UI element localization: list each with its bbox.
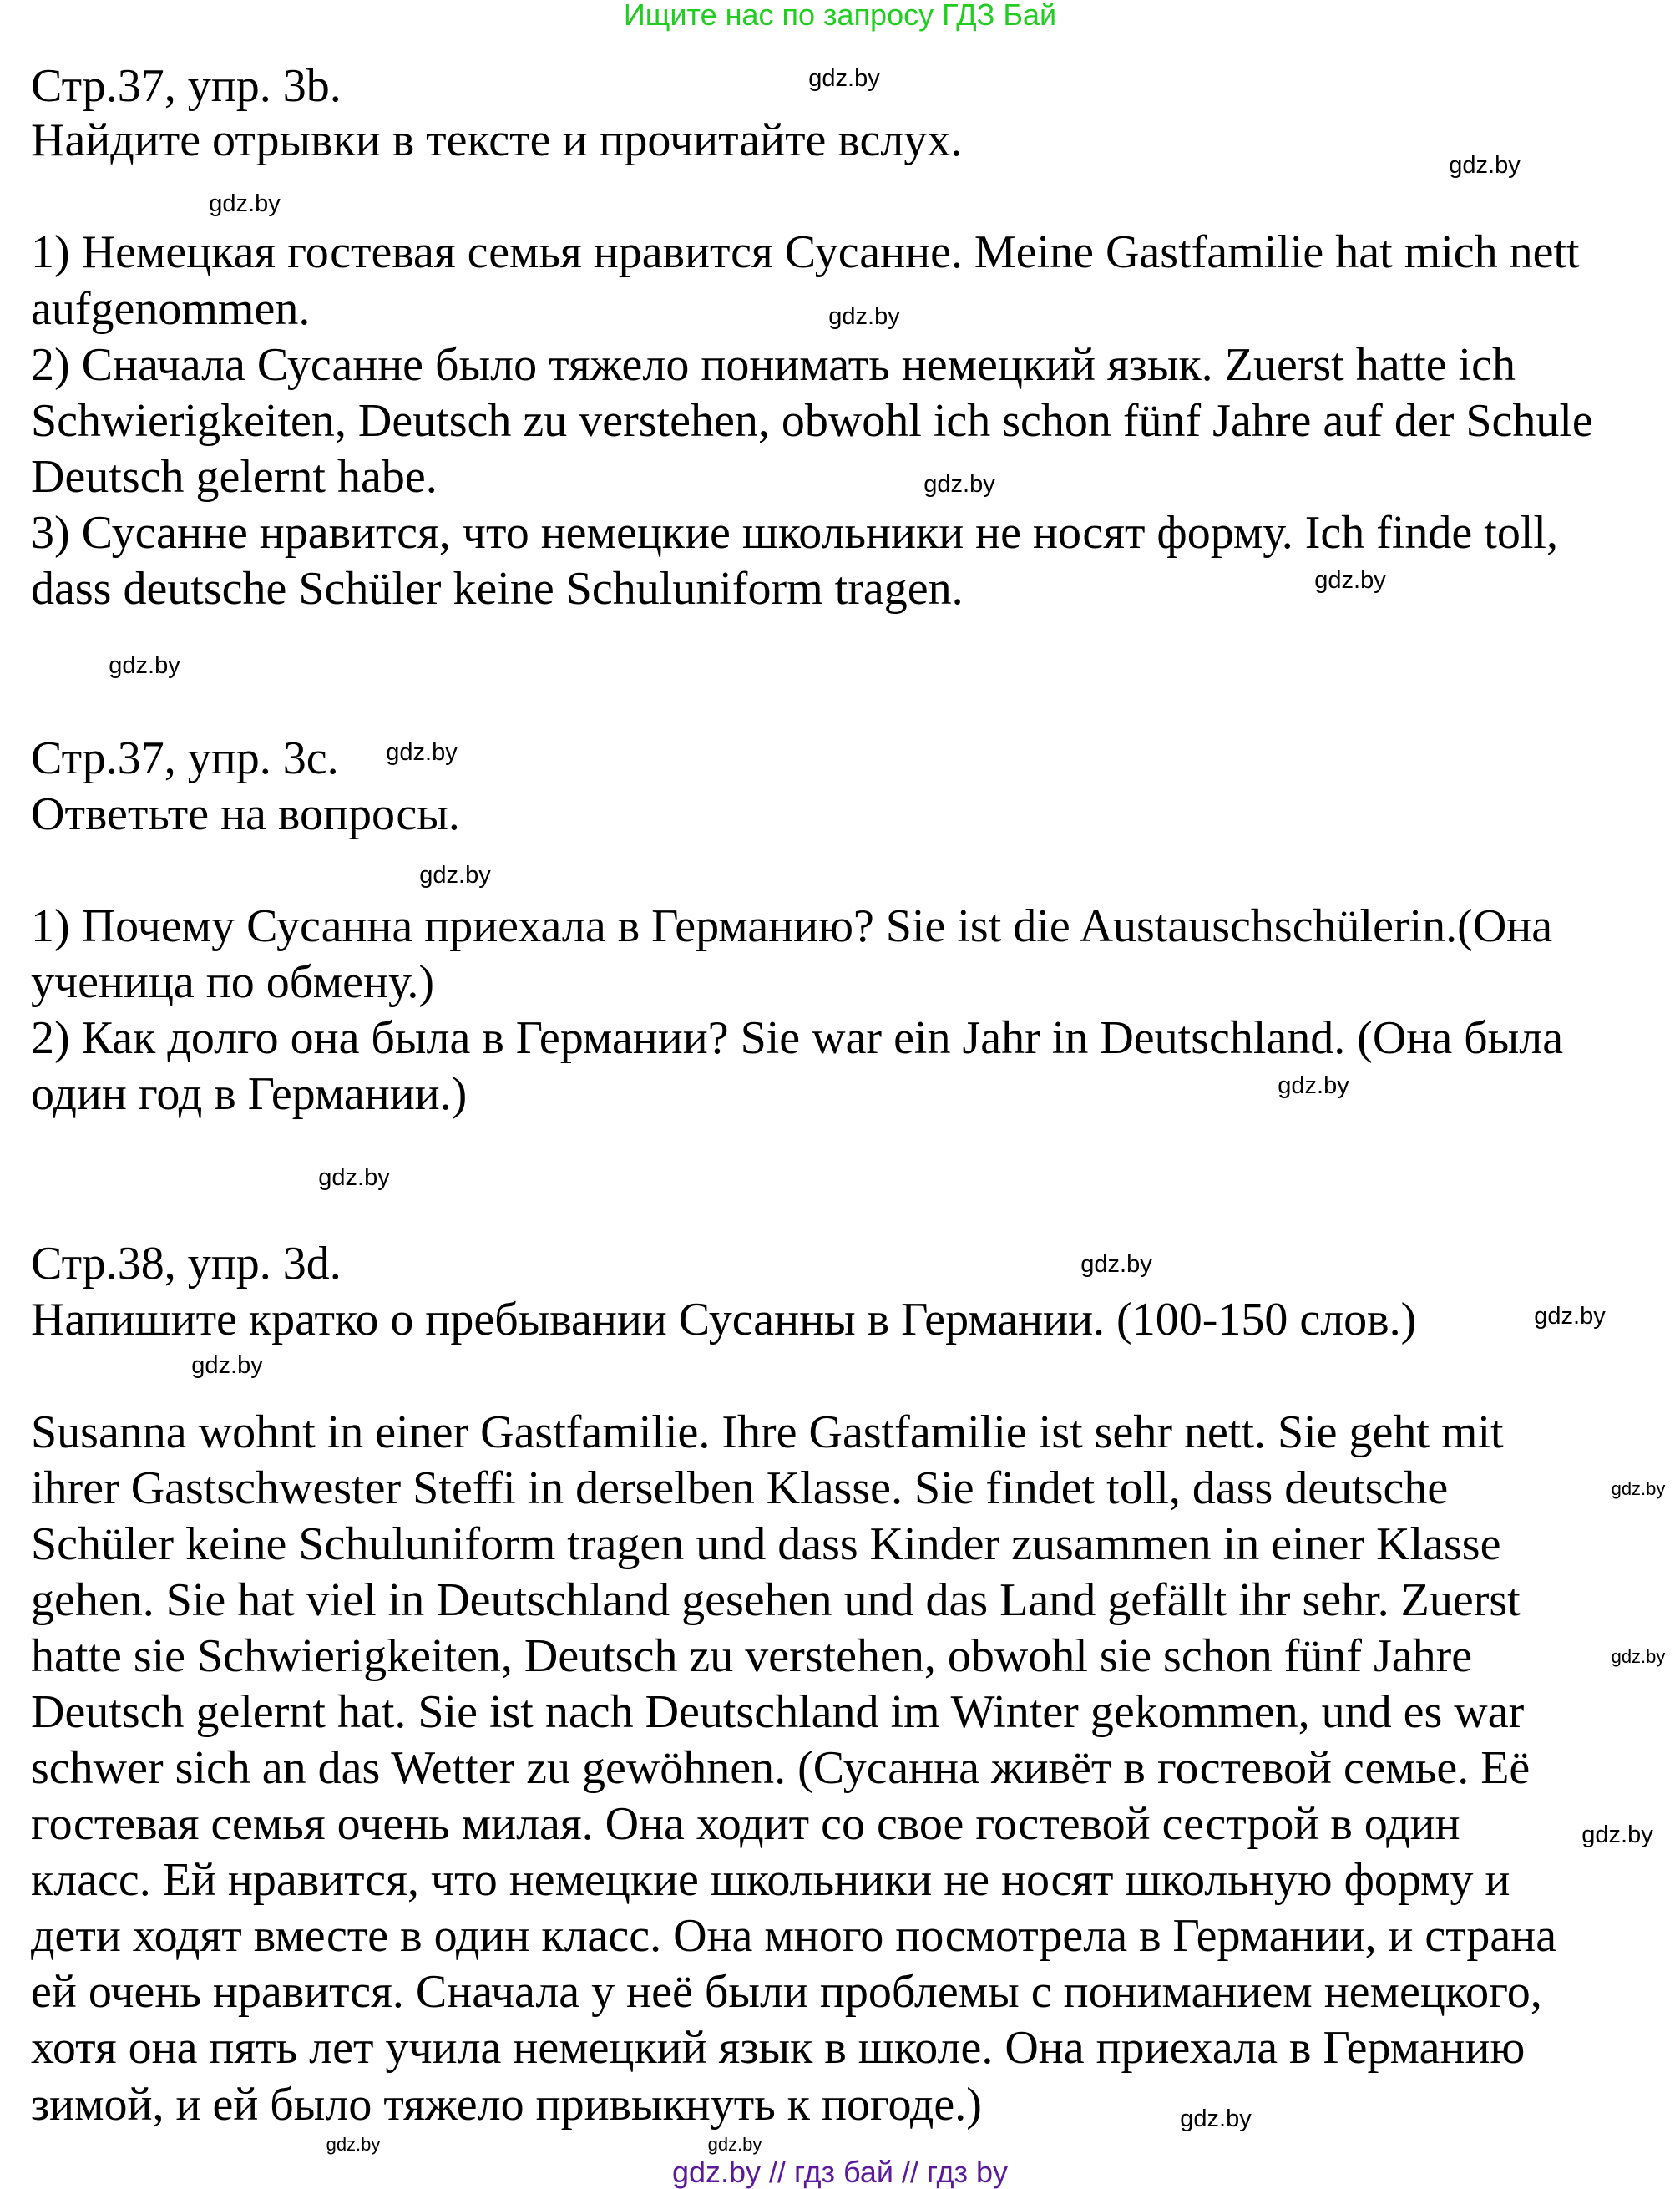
section-title: Стр.37, упр. 3c. bbox=[31, 732, 339, 784]
footer-links: gdz.by // гдз бай // гдз by bbox=[671, 2155, 1009, 2189]
answer-line: ученица по обмену.) bbox=[31, 956, 434, 1008]
answer-line: Schwierigkeiten, Deutsch zu verstehen, obwohl ich schon fünf Jahre auf der Schule bbox=[31, 395, 1593, 447]
watermark-text: gdz.by bbox=[1611, 1478, 1666, 1499]
watermark-text: gdz.by bbox=[209, 190, 281, 217]
answer-line: один год в Германии.) bbox=[31, 1068, 468, 1120]
answer-line: зимой, и ей было тяжело привыкнуть к погоде.) bbox=[31, 2079, 982, 2131]
watermark-text: gdz.by bbox=[318, 1164, 390, 1191]
answer-line: ihrer Gastschwester Steffi in derselben Klasse. Sie findet toll, dass deutsche bbox=[31, 1462, 1449, 1514]
watermark-text: gdz.by bbox=[1278, 1072, 1349, 1099]
answer-line: Susanna wohnt in einer Gastfamilie. Ihre Gastfamilie ist sehr nett. Sie geht mit bbox=[31, 1406, 1504, 1458]
watermark-text: gdz.by bbox=[109, 652, 180, 679]
watermark-text: gdz.by bbox=[1080, 1251, 1152, 1278]
answer-line: 3) Сусанне нравится, что немецкие школьники не носят форму. Ich finde toll, bbox=[31, 507, 1558, 559]
answer-line: хотя она пять лет учила немецкий язык в школе. Она приехала в Германию bbox=[31, 2022, 1526, 2074]
search-banner: Ищите нас по запросу ГДЗ Бай bbox=[623, 0, 1057, 32]
answer-line: Schüler keine Schuluniform tragen und dass Kinder zusammen in einer Klasse bbox=[31, 1518, 1501, 1570]
answer-line: aufgenommen. bbox=[31, 283, 311, 335]
task-text: Найдите отрывки в тексте и прочитайте вслух. bbox=[31, 114, 963, 166]
watermark-text: gdz.by bbox=[191, 1352, 263, 1379]
watermark-text: gdz.by bbox=[1449, 152, 1521, 179]
answer-line: 1) Почему Сусанна приехала в Германию? Sie ist die Austauschschülerin.(Она bbox=[31, 900, 1553, 952]
section-title: Стр.37, упр. 3b. bbox=[31, 60, 342, 112]
answer-line: класс. Ей нравится, что немецкие школьники не носят школьную форму и bbox=[31, 1854, 1510, 1906]
task-text: Ответьте на вопросы. bbox=[31, 788, 460, 840]
watermark-text: gdz.by bbox=[1534, 1303, 1606, 1330]
watermark-text: gdz.by bbox=[326, 2134, 381, 2155]
answer-line: dass deutsche Schüler keine Schuluniform tragen. bbox=[31, 563, 964, 615]
section-title: Стр.38, упр. 3d. bbox=[31, 1238, 342, 1290]
answer-line: 1) Немецкая гостевая семья нравится Сусанне. Meine Gastfamilie hat mich nett bbox=[31, 226, 1580, 278]
watermark-text: gdz.by bbox=[419, 862, 491, 889]
answer-line: ей очень нравится. Сначала у неё были проблемы с пониманием немецкого, bbox=[31, 1966, 1542, 2018]
watermark-text: gdz.by bbox=[923, 471, 995, 498]
answer-line: Deutsch gelernt habe. bbox=[31, 451, 438, 503]
answer-line: 2) Как долго она была в Германии? Sie war ein Jahr in Deutschland. (Она была bbox=[31, 1012, 1564, 1064]
answer-line: дети ходят вместе в один класс. Она много посмотрела в Германии, и страна bbox=[31, 1910, 1557, 1962]
watermark-text: gdz.by bbox=[808, 65, 880, 92]
watermark-text: gdz.by bbox=[1314, 567, 1386, 594]
watermark-text: gdz.by bbox=[828, 303, 900, 330]
answer-line: gehen. Sie hat viel in Deutschland gesehen und das Land gefällt ihr sehr. Zuerst bbox=[31, 1574, 1521, 1626]
task-text: Напишите кратко о пребывании Сусанны в Германии. (100-150 слов.) bbox=[31, 1294, 1417, 1345]
answer-line: 2) Сначала Сусанне было тяжело понимать немецкий язык. Zuerst hatte ich bbox=[31, 339, 1516, 391]
watermark-text: gdz.by bbox=[1180, 2105, 1252, 2132]
answer-line: гостевая семья очень милая. Она ходит со свое гостевой сестрой в один bbox=[31, 1798, 1460, 1850]
answer-line: Deutsch gelernt hat. Sie ist nach Deutschland im Winter gekommen, und es war bbox=[31, 1686, 1525, 1738]
watermark-text: gdz.by bbox=[1581, 1822, 1653, 1848]
watermark-text: gdz.by bbox=[386, 739, 458, 766]
answer-line: hatte sie Schwierigkeiten, Deutsch zu verstehen, obwohl sie schon fünf Jahre bbox=[31, 1630, 1473, 1682]
watermark-text: gdz.by bbox=[707, 2134, 762, 2155]
watermark-text: gdz.by bbox=[1611, 1646, 1666, 1667]
answer-line: schwer sich an das Wetter zu gewöhnen. (Сусанна живёт в гостевой семье. Её bbox=[31, 1742, 1531, 1794]
